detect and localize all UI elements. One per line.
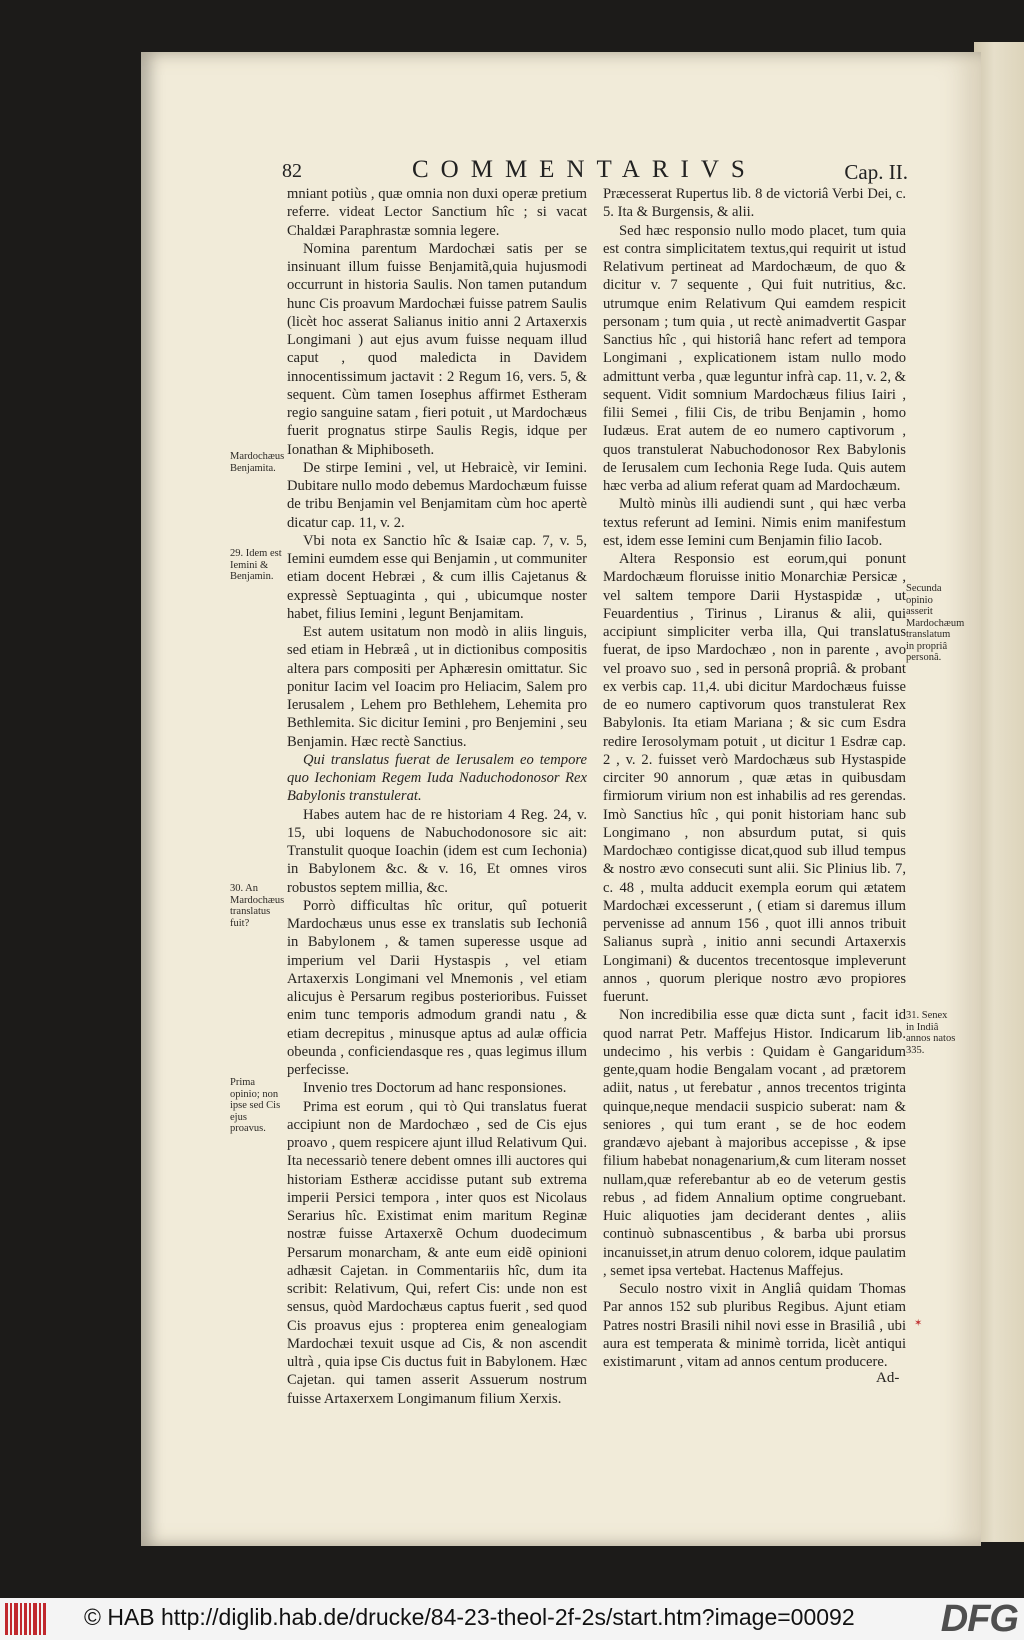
paragraph: Sed hæc responsio nullo modo placet, tum quia est contra simplicitatem textus,qui requirit ut istud Relativum pertineat ad Mardochæum, de quo & dicitur v. 7 sequente , Qui fuit nutritius, &c. utrumque enim Relativum Qui eamdem respicit personam ; tum quia , ut rectè animadvertit Gaspar Sanctius hîc , qui historiâ hanc refert ad tempora Longimani , explicationem istam nullo modo admittunt verba , quæ leguntur infrà cap. 11, v. 2, & sequent. Vidit somnium Mardochæus filius Iairi , filii Semei , filii Cis, de tribu Benjamin , homo Iudæus. Erat autem de eo numero captivorum , quos transtulerat Nabuchodonosor Rex Babylonis de Ierusalem cum Iechonia Rege Iuda. Quis autem hæc verba ad alium referat quam ad Mardochæum. (603, 222, 906, 494)
facing-page-edge (974, 42, 1024, 1542)
ink-mark: ✶ (914, 1318, 923, 1329)
paragraph: Est autem usitatum non modò in aliis linguis, sed etiam in Hebræâ , ut in dictionibus compositis altera pars compositi per Aphæresin omittatur. Sic ponitur Iacim vel Ioacim pro Heliacim, Salem pro Ierusalem , Lehem pro Bethlehem, Lehemita pro Bethlemita. Sic dicitur Iemini , pro Benjemini , seu Benjamin. Hæc rectè Sanctius. (287, 624, 587, 750)
paragraph: Porrò difficultas hîc oritur, quî potuerit Mardochæus unus esse ex translatis sub Iechoniâ in Babylonem , & tamen superesse usque ad imperium vel Darii Hystaspis , vel etiam Artaxerxis Longimani vel Mnemonis , vel etiam alicujus è Persarum regibus posterioribus. Fuisset enim tunc temporis admodum grandi natu , & etiam decrepitus , minusque aptus ad aulæ officia obeunda , conficiendasque res , quas legimus illum perfecisse. (287, 897, 587, 1078)
right-text-column (603, 185, 906, 1371)
catchword: Ad- (876, 1370, 900, 1386)
left-text-column (287, 185, 587, 1408)
margin-note: 29. Idem est Iemini & Benjamin. (230, 548, 282, 582)
paragraph: Seculo nostro vixit in Angliâ quidam Thomas Par annos 152 sub pluribus Regibus. Ajunt etiam Patres nostri Brasili nihil novi esse in Brasiliâ , ubi aura est temperata & minimè torrida, licèt antiqui existimarunt , vitam ad annos centum producere. (603, 1281, 906, 1370)
margin-note: 30. An Mardochæus translatus fuit? (230, 883, 285, 929)
paragraph: Non incredibilia esse quæ dicta sunt , facit id quod narrat Petr. Maffejus Histor. Indicarum lib. undecimo , his verbis : Quidam è Gangaridum gente,quam hodie Bengalam vocant , ad prætorem adiit, natus , ut ferebatur , annos trecentos triginta quinque,neque mendacii suspicio suberat: nam & seniores , qui tum erant , se de hoc eodem grandævo ajebant à majoribus accepisse , & ipse filium habebat nonagenarium,& cum literam nosset nullam,quæ referebantur ab eo de veterum gestis rebus , ad fidem Annalium optime congruebant. Huic aliquoties jam deciderant dentes , aliis continuò subnascentibus , & barba ubi prorsus incanuisset,in atrum denuo colorem, idque paulatim , semet ipsa vertebat. Hactenus Maffejus. (603, 1007, 906, 1279)
paragraph: Præcesserat Rupertus lib. 8 de victoriâ Verbi Dei, c. 5. Ita & Burgensis, & alii. (603, 186, 906, 221)
running-title: COMMENTARIVS (412, 156, 757, 183)
paragraph: Habes autem hac de re historiam 4 Reg. 24, v. 15, ubi loquens de Nabuchodonosore sic ait: Transtulit quoque Ioachin (idem est cum Iechonia) in Babylonem &c. & v. 16, Et omnes viros robustos septem millia, &c. (287, 806, 587, 896)
source-url-link[interactable]: © HAB http://diglib.hab.de/drucke/84-23-theol-2f-2s/start.htm?image=00092 (84, 1604, 855, 1630)
paragraph: Multò minùs illi audiendi sunt , qui hæc verba textus referunt ad Iemini. Nimis enim manifestum est, idem esse Iemini cum Benjamin filio Iacob. (603, 496, 906, 549)
paragraph: Prima est eorum , qui τὸ Qui translatus fuerat accipiunt non de Mardochæo , sed de Cis ejus proavo , quem respicere ajunt illud Relativum Qui. Ita necessariò tenere debent omnes illi auctores qui historiam Estheræ accidisse putant sub extrema imperii Persici tempora , inter quos est Nicolaus Serarius hîc. Existimat enim maritum Reginæ nostræ fuisse Artaxerxẽ Ochum duodecimum Persarum monarcham, & ante eum eidẽ opinioni adhæsit Cajetan. in Commentariis hîc, dum ita scribit: Relativum, Qui, refert Cis: unde non est sensus, quòd Mardochæus captus fuerit , sed quod Cis proavus ejus : propterea enim genealogiam Mardochæi texuit usque ad Cis, & non ascendit ultrà , quia ipse Cis ductus fuit in Babylonem. Hæc Cajetan. qui tamen asserit Assuerum nostrum fuisse Artaxerxem Longimanum filium Xerxis. (287, 1098, 587, 1407)
page-number: 82 (282, 160, 302, 182)
paragraph: De stirpe Iemini , vel, ut Hebraicè, vir Iemini. Dubitare nullo modo debemus Mardochæum fuisse de tribu Benjamin vel Benjamitam cùm hoc apertè dicatur cap. 11, v. 2. (287, 459, 587, 531)
margin-note: Secunda opinio asserit Mardochæum translatum in propriâ personâ. (906, 583, 965, 663)
paragraph: Altera Responsio est eorum,qui ponunt Mardochæum floruisse initio Monarchiæ Persicæ , vel saltem tempore Darii Hystaspidæ , ut Feuardentius , Tirinus , Liranus & alii, qui accipiunt simpliciter verba illa, Qui translatus fuerat, de ipso Mardochæo , non in parente , avo vel proavo suo , sed in personâ propriâ. & probant ex verbis cap. 11,4. ubi dicitur Mardochæus fuisse de eo numero captivorum quos transtulerat Rex Babylonis. Ita etiam Mariana ; & sic cum Esdra redire Ierosolymam potuit , ut dicitur 1 Esdræ cap. 2 , v. 2. fuisset verò Mardochæus sub Hystaspide circiter 90 annorum , quæ ætas in quibusdam firmiorum virium non est inhabilis ad res gerendas. Imò Sanctius hîc , qui ponit historiam hanc sub Longimano , non absurdum putat, si quis Mardochæo contigisse dicat,quod sub illud tempus & nostro ævo consecuti sunt alii. Sic Plinius lib. 7, c. 48 , multa adducit exempla eorum qui ætatem Mardochæi excesserunt , ( etiam si daremus illum pervenisse ad annum 156 , quot illi annos tribuit Salianus suprà , initio anni secundi Artaxerxis Longimani) & ducentos trecentosque impleverunt annos , quorum plerique nostro ævo propiores fuerunt. (603, 551, 906, 1005)
running-header (282, 156, 908, 186)
chapter-label: Cap. II. (844, 160, 908, 184)
dfg-logo: DFG (940, 1598, 1018, 1640)
paragraph: Vbi nota ex Sanctio hîc & Isaiæ cap. 7, v. 5, Iemini eumdem esse qui Benjamin , ut communiter etiam docent Hebræi , & cum illis Cajetanus & expressè Septuaginta , qui , ubicumque noster habet, filius Iemini , legunt Benjamitam. (287, 532, 587, 622)
barcode-icon (4, 1601, 48, 1637)
footer-bar (0, 1598, 1024, 1640)
paragraph: Qui translatus fuerat de Ierusalem eo tempore quo Iechoniam Regem Iuda Naduchodonosor Rex Babylonis transtulerat. (287, 751, 587, 805)
margin-note: 31. Senex in Indiâ annos natos 335. (906, 1010, 956, 1056)
paragraph: Invenio tres Doctorum ad hanc responsiones. (303, 1080, 567, 1097)
margin-note: Mardochæus Benjamita. (230, 451, 285, 474)
paragraph: mniant potiùs , quæ omnia non duxi operæ pretium referre. videat Lector Sanctium hîc ; si vacat Chaldæi Paraphrastæ somnia legere. (287, 186, 587, 239)
margin-note: Prima opinio; non ipse sed Cis ejus proavus. (230, 1077, 281, 1134)
paragraph: Nomina parentum Mardochæi satis per se insinuant illum fuisse Benjamitã,quia hujusmodi occurrunt in historia Saulis. Non tamen putandum hunc Cis proavum Mardochæi fuisse patrem Saulis (licèt hoc asserat Salianus initio anni 2 Artaxerxis Longimani ) aut ejus avum fuisse nequam illud caput , quod maledicta in Davidem innocentissimum jactavit : 2 Regum 16, vers. 5, & sequent. Cùm tamen Iosephus affirmet Estheram regio sanguine satam , fieri potuit , ut Mardochæus fuerit prognatus stirpe Saulis Regis, idque per Ionathan & Miphiboseth. (287, 240, 587, 458)
